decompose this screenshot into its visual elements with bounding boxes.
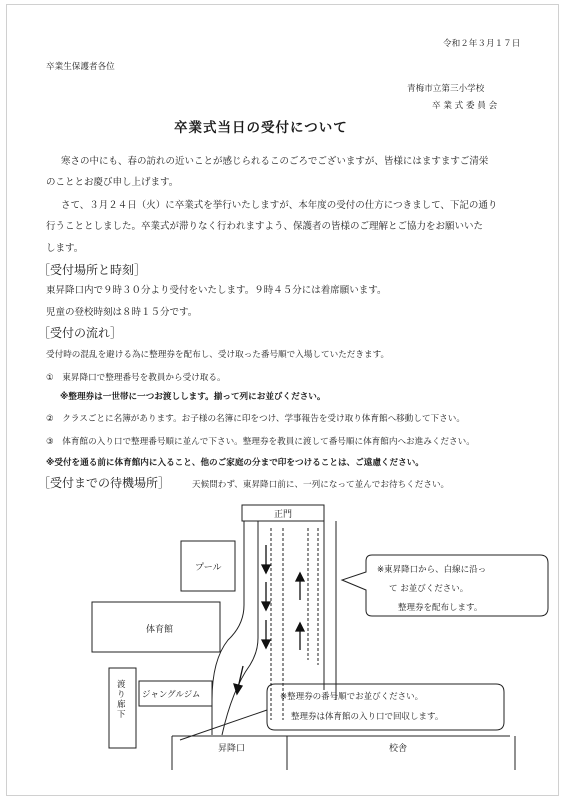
flow-intro: 受付時の混乱を避ける為に整理券を配布し、受け取った番号順で入場していただきます。 (46, 350, 390, 360)
sender-committee: 卒 業 式 委 員 会 (432, 101, 498, 111)
map-label-pool: プール (195, 563, 222, 573)
waiting-text: 天候問わず、東昇降口前に、一列になって並んでお待ちください。 (192, 480, 450, 490)
callout1-line1: ※東昇降口から、白線に沿っ (377, 565, 487, 575)
section-heading-waiting: ［受付までの待機場所］ (38, 476, 171, 490)
callout2-line1: ※整理券の番号順でお並びください。 (280, 692, 424, 702)
map-label-school-building: 校舎 (389, 744, 408, 754)
section-heading-place-time: ［受付場所と時刻］ (38, 263, 147, 277)
map-label-entrance: 昇降口 (218, 744, 246, 754)
sender-school: 青梅市立第三小学校 (407, 84, 485, 94)
document-date: 令和２年３月１７日 (443, 39, 521, 49)
callout2-line2: 整理券は体育館の入り口で回収します。 (291, 712, 444, 722)
map-label-gym: 体育館 (146, 625, 174, 635)
flow-note1: ※整理券は一世帯に一つお渡しします。揃って列にお並びください。 (60, 392, 326, 402)
callout1-line2: て お並びください。 (389, 584, 469, 594)
flow-step2: ② クラスごとに名簿があります。お子様の名簿に印をつけ、学事報告を受け取り体育館へ移動して下さい。 (46, 414, 465, 424)
callout1-line3: 整理券を配布します。 (398, 603, 483, 613)
addressee: 卒業生保護者各位 (46, 62, 115, 72)
intro-paragraph1-line1: 寒さの中にも、春の訪れの近いことが感じられるこのごろでございますが、皆様にはますますご清栄 (61, 156, 489, 167)
intro-paragraph2-line2: 行うこととしました。卒業式が滞りなく行われますよう、保護者の皆様のご理解とご協力をお願いいた (46, 221, 484, 232)
map-label-gate: 正門 (274, 510, 293, 520)
map-label-corridor: 渡り廊下 (117, 680, 126, 720)
flow-note2: ※受付を通る前に体育館内に入ること、他のご家庭の分まで印をつけることは、ご遠慮ください。 (46, 458, 424, 468)
intro-paragraph1-line2: のこととお慶び申し上げます。 (46, 177, 179, 188)
flow-step1: ① 東昇降口で整理番号を教員から受け取る。 (46, 373, 226, 383)
place-time-line1: 東昇降口内で９時３０分より受付をいたします。９時４５分には着席願います。 (46, 285, 387, 296)
map-label-jungle-gym: ジャングルジム (142, 690, 201, 700)
section-heading-flow: ［受付の流れ］ (38, 326, 123, 340)
path-left (212, 521, 244, 735)
intro-paragraph2-line3: します。 (46, 243, 84, 254)
flow-step3: ③ 体育館の入り口で整理番号順に並んで下さい。整理券を教員に渡して番号順に体育館内へお進みください。 (46, 437, 475, 447)
intro-paragraph2-line1: さて、３月２４日（火）に卒業式を挙行いたしますが、本年度の受付の仕方につきまして、下記の通り (61, 200, 498, 211)
place-time-line2: 児童の登校時刻は８時１５分です。 (46, 307, 198, 318)
document-title: 卒業式当日の受付について (174, 120, 348, 136)
